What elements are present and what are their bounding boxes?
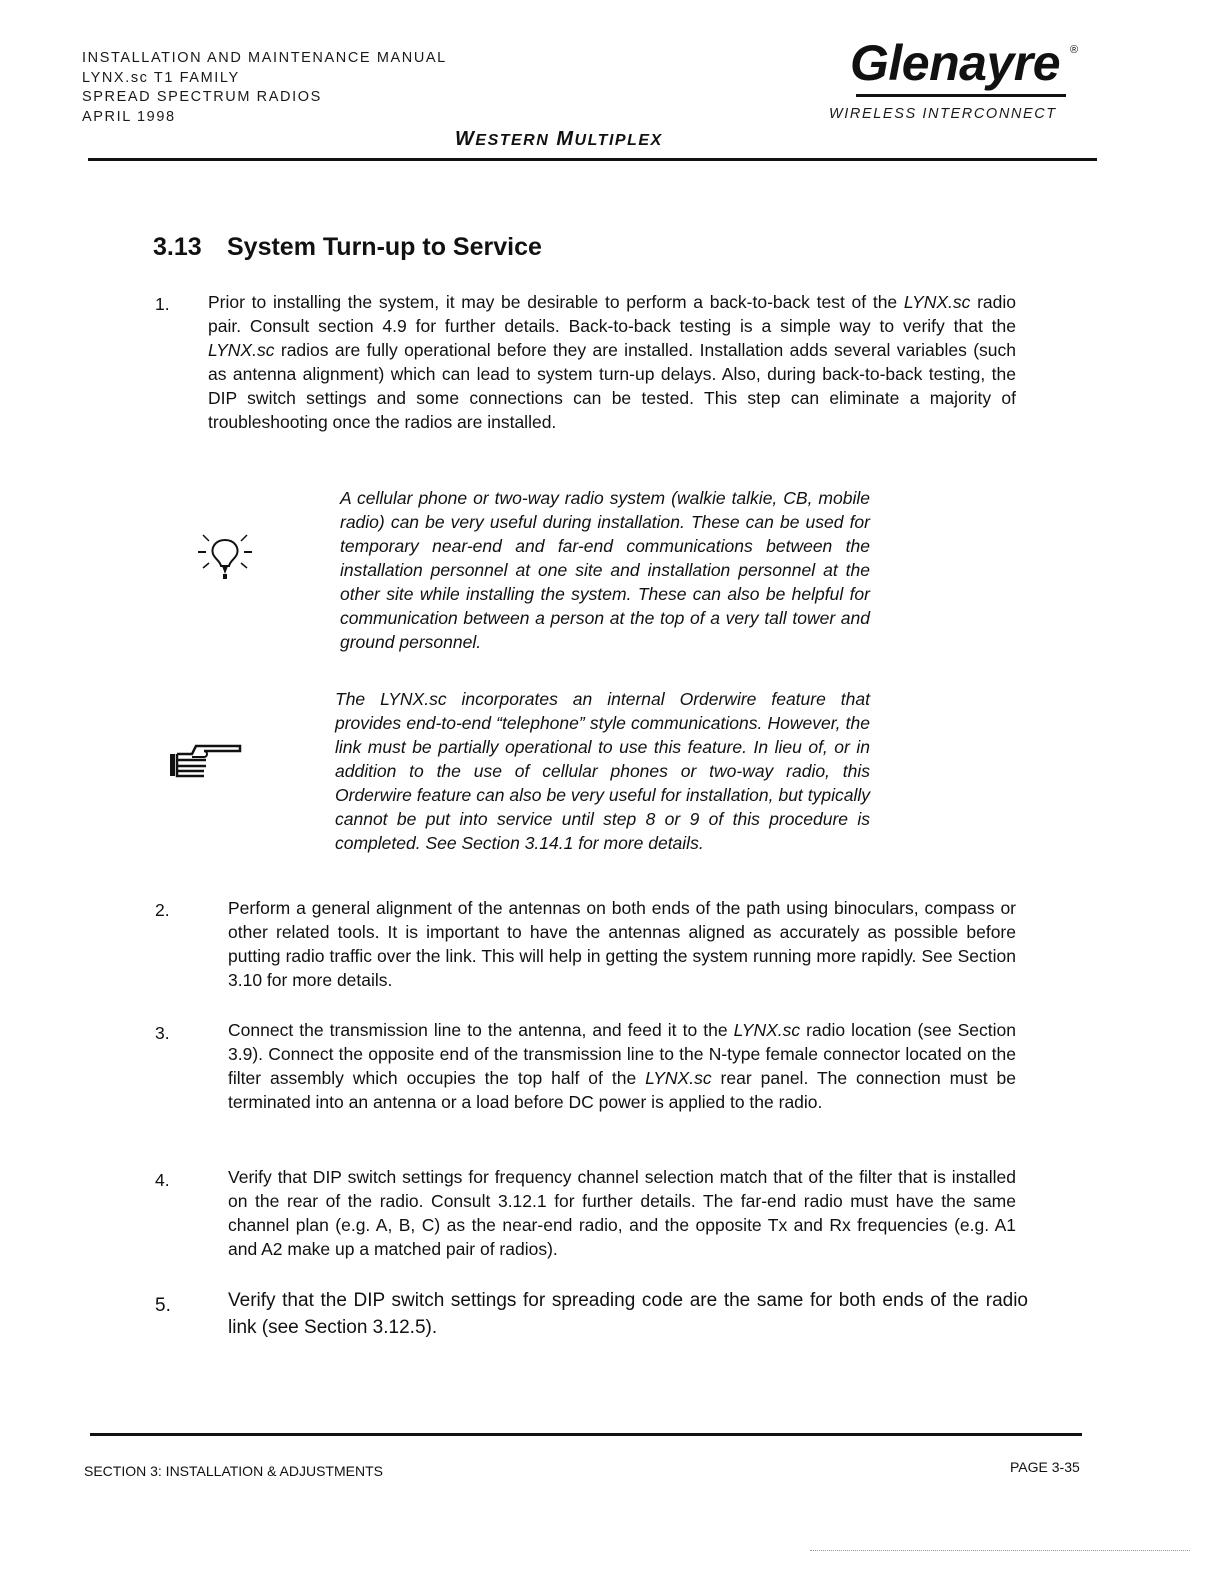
footer-rule	[90, 1433, 1082, 1436]
section-number: 3.13	[153, 233, 202, 261]
section-heading	[153, 233, 542, 262]
tip-note-text: A cellular phone or two-way radio system (walkie talkie, CB, mobile radio) can be very useful during installation. These can be used for temporary near-end and far-end communications between the installation personnel at one site and installation personnel at the other site while installing the system. These can also be helpful for communication between a person at the top of a very tall tower and ground personnel.	[340, 488, 870, 652]
step-number: 1.	[155, 294, 170, 314]
step-number: 2.	[155, 900, 170, 920]
section-title: System Turn-up to Service	[227, 233, 542, 261]
header-line-date: APRIL 1998	[82, 108, 176, 125]
scan-artifact	[810, 1550, 1190, 1553]
header-line-product: LYNX.sc T1 FAMILY	[82, 69, 240, 86]
header-line-category: SPREAD SPECTRUM RADIOS	[82, 89, 322, 105]
registered-mark: ®	[1070, 44, 1079, 56]
page-number: PAGE 3-35	[1010, 1459, 1080, 1475]
step-text: Prior to installing the system, it may be desirable to perform a back-to-back test of the LYNX.sc radio pair. Consult section 4.9 for further details. Back-to-back testing is a simple way to verify that the LYNX.sc radios are fully operational before they are installed. Installation adds several variables (such as antenna alignment) which can lead to system turn-up delays. Also, during back-to-back testing, the DIP switch settings and some connections can be tested. This step can eliminate a majority of troubleshooting once the radios are installed.	[208, 292, 1017, 432]
step-number: 3.	[155, 1023, 170, 1043]
footer-section: SECTION 3: INSTALLATION & ADJUSTMENTS	[84, 1463, 383, 1479]
step-number: 5.	[155, 1295, 171, 1316]
logo-tagline: WIRELESS INTERCONNECT	[829, 106, 1057, 122]
pointing-hand-icon	[168, 740, 244, 780]
lightbulb-icon	[193, 530, 257, 586]
orderwire-note-text: The LYNX.sc incorporates an internal Orderwire feature that provides end-to-end “telephone” style communications. However, the link must be partially operational to use this feature. In lieu of, or in addition to the use of cellular phones or two-way radio, this Orderwire feature can also be very useful for installation, but typically cannot be put into service until step 8 or 9 of this procedure is completed. See Section 3.14.1 for more details.	[335, 689, 870, 853]
glenayre-logo: Glenayre	[850, 35, 1061, 91]
step-number: 4.	[155, 1170, 170, 1190]
step-text: Perform a general alignment of the antennas on both ends of the path using binoculars, compass or other related tools. It is important to have the antennas aligned as accurately as possible before putting radio traffic over the link. This will help in getting the system running more rapidly. See Section 3.10 for more details.	[228, 898, 1016, 990]
manual-header	[82, 49, 447, 127]
step-text: Verify that DIP switch settings for frequency channel selection match that of the filter that is installed on the rear of the radio. Consult 3.12.1 for further details. The far-end radio must have the same channel plan (e.g. A, B, C) as the near-end radio, and the opposite Tx and Rx frequencies (e.g. A1 and A2 make up a matched pair of radios).	[228, 1167, 1016, 1259]
header-rule	[88, 158, 1097, 161]
company-name: WESTERN MULTIPLEX	[455, 128, 663, 150]
logo-underline	[856, 94, 1066, 97]
header-line-manual: INSTALLATION AND MAINTENANCE MANUAL	[82, 50, 447, 66]
step-text: Connect the transmission line to the antenna, and feed it to the LYNX.sc radio location (see Section 3.9). Connect the opposite end of the transmission line to the N-type female connector located on the filter assembly which occupies the top half of the LYNX.sc rear panel. The connection must be terminated into an antenna or a load before DC power is applied to the radio.	[228, 1020, 1016, 1112]
step-text: Verify that the DIP switch settings for spreading code are the same for both ends of the radio link (see Section 3.12.5).	[228, 1290, 1028, 1338]
